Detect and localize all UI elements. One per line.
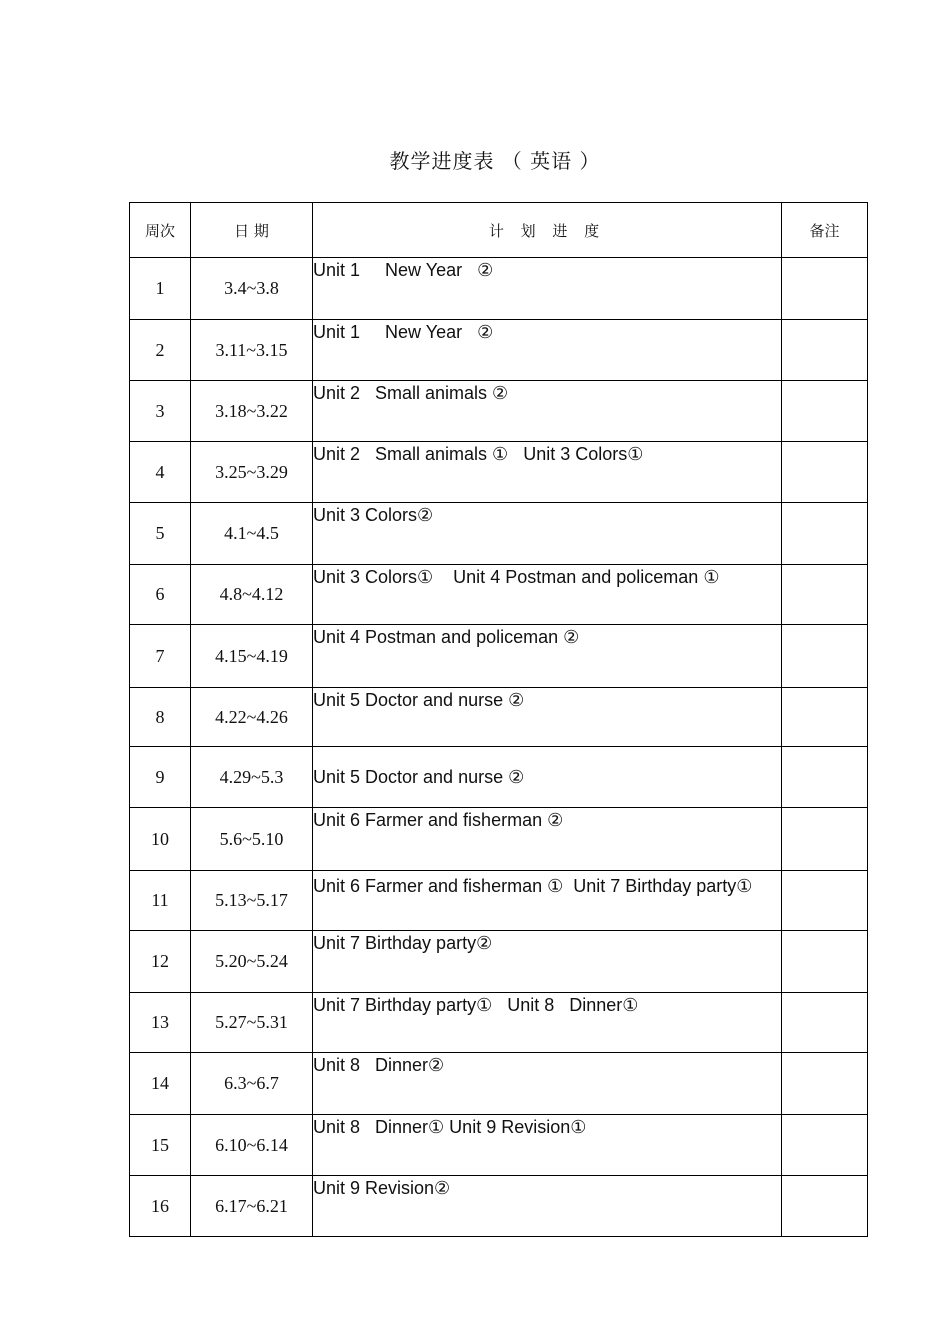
date-cell: 4.22~4.26 <box>191 688 313 747</box>
date-cell: 5.27~5.31 <box>191 993 313 1053</box>
table-row <box>130 993 868 1053</box>
plan-cell: Unit 9 Revision② <box>313 1176 782 1237</box>
plan-cell: Unit 3 Colors① Unit 4 Postman and policeman ① <box>313 565 782 625</box>
plan-cell: Unit 8 Dinner② <box>313 1053 782 1115</box>
date-cell: 6.10~6.14 <box>191 1115 313 1176</box>
week-cell: 14 <box>130 1053 191 1115</box>
note-cell <box>782 808 868 871</box>
week-cell: 1 <box>130 258 191 320</box>
date-cell: 3.25~3.29 <box>191 442 313 503</box>
table-row <box>130 503 868 565</box>
header-note: 备注 <box>782 203 868 258</box>
plan-cell: Unit 5 Doctor and nurse ② <box>313 688 782 747</box>
plan-cell: Unit 4 Postman and policeman ② <box>313 625 782 688</box>
table-row <box>130 258 868 320</box>
date-cell: 5.6~5.10 <box>191 808 313 871</box>
schedule-table <box>129 202 868 1237</box>
note-cell <box>782 747 868 808</box>
header-date: 日 期 <box>191 203 313 258</box>
date-cell: 4.29~5.3 <box>191 747 313 808</box>
note-cell <box>782 993 868 1053</box>
date-cell: 5.13~5.17 <box>191 871 313 931</box>
table-row <box>130 381 868 442</box>
table-row <box>130 320 868 381</box>
table-row <box>130 1176 868 1237</box>
note-cell <box>782 565 868 625</box>
week-cell: 16 <box>130 1176 191 1237</box>
page-title: 教学进度表 （ 英语 ） <box>389 149 601 173</box>
date-cell: 5.20~5.24 <box>191 931 313 993</box>
week-cell: 6 <box>130 565 191 625</box>
header-plan: 计 划 进 度 <box>313 203 782 258</box>
week-cell: 11 <box>130 871 191 931</box>
table-row <box>130 688 868 747</box>
table-row <box>130 808 868 871</box>
note-cell <box>782 320 868 381</box>
note-cell <box>782 503 868 565</box>
week-cell: 5 <box>130 503 191 565</box>
note-cell <box>782 1053 868 1115</box>
header-week: 周次 <box>130 203 191 258</box>
note-cell <box>782 1115 868 1176</box>
week-cell: 2 <box>130 320 191 381</box>
week-cell: 7 <box>130 625 191 688</box>
table-row <box>130 625 868 688</box>
table-row <box>130 871 868 931</box>
date-cell: 6.3~6.7 <box>191 1053 313 1115</box>
date-cell: 6.17~6.21 <box>191 1176 313 1237</box>
date-cell: 3.4~3.8 <box>191 258 313 320</box>
plan-cell: Unit 1 New Year ② <box>313 258 782 320</box>
plan-cell: Unit 2 Small animals ② <box>313 381 782 442</box>
plan-cell: Unit 5 Doctor and nurse ② <box>313 747 782 808</box>
week-cell: 15 <box>130 1115 191 1176</box>
note-cell <box>782 871 868 931</box>
date-cell: 4.8~4.12 <box>191 565 313 625</box>
week-cell: 9 <box>130 747 191 808</box>
date-cell: 4.1~4.5 <box>191 503 313 565</box>
note-cell <box>782 381 868 442</box>
plan-cell: Unit 7 Birthday party① Unit 8 Dinner① <box>313 993 782 1053</box>
date-cell: 3.11~3.15 <box>191 320 313 381</box>
week-cell: 13 <box>130 993 191 1053</box>
note-cell <box>782 258 868 320</box>
table-row <box>130 442 868 503</box>
date-cell: 4.15~4.19 <box>191 625 313 688</box>
note-cell <box>782 442 868 503</box>
table-row <box>130 565 868 625</box>
week-cell: 10 <box>130 808 191 871</box>
plan-cell: Unit 6 Farmer and fisherman ① Unit 7 Birthday party① <box>313 871 782 931</box>
plan-cell: Unit 7 Birthday party② <box>313 931 782 993</box>
table-row <box>130 747 868 808</box>
week-cell: 8 <box>130 688 191 747</box>
table-row <box>130 1115 868 1176</box>
plan-cell: Unit 2 Small animals ① Unit 3 Colors① <box>313 442 782 503</box>
week-cell: 12 <box>130 931 191 993</box>
note-cell <box>782 688 868 747</box>
week-cell: 4 <box>130 442 191 503</box>
plan-cell: Unit 3 Colors② <box>313 503 782 565</box>
date-cell: 3.18~3.22 <box>191 381 313 442</box>
note-cell <box>782 931 868 993</box>
table-row <box>130 1053 868 1115</box>
note-cell <box>782 1176 868 1237</box>
plan-cell: Unit 1 New Year ② <box>313 320 782 381</box>
plan-cell: Unit 8 Dinner① Unit 9 Revision① <box>313 1115 782 1176</box>
table-row <box>130 931 868 993</box>
week-cell: 3 <box>130 381 191 442</box>
header-row <box>130 203 868 258</box>
plan-cell: Unit 6 Farmer and fisherman ② <box>313 808 782 871</box>
note-cell <box>782 625 868 688</box>
